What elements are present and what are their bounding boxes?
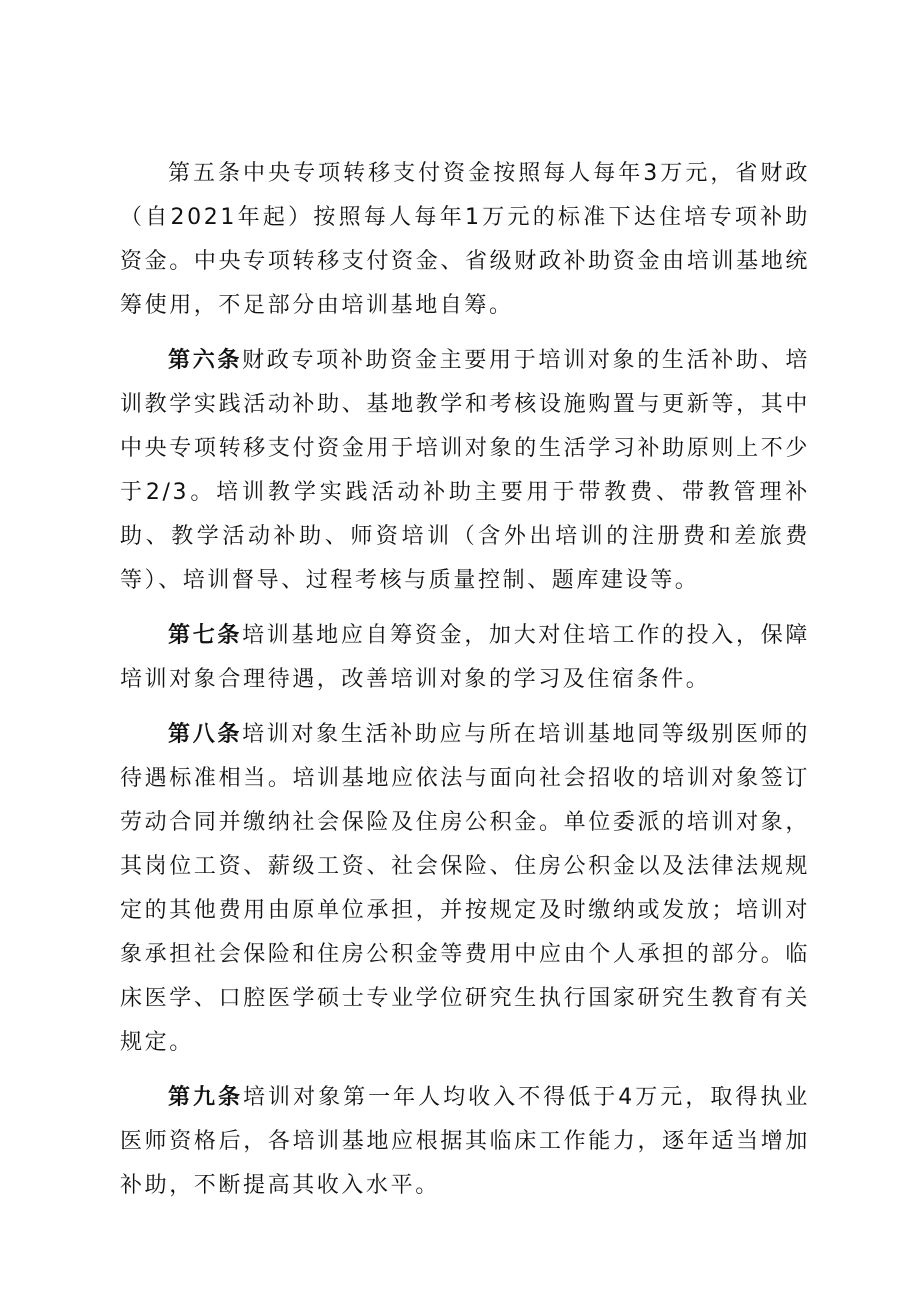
article-7-paragraph <box>120 614 810 702</box>
article-9-paragraph <box>120 1076 810 1208</box>
article-8-paragraph <box>120 713 810 1065</box>
article-text: 第五条中央专项转移支付资金按照每人每年3万元，省财政（自2021年起）按照每人每年1万元的标准下达住培专项补助资金。中央专项转移支付资金、省级财政补助资金由培训基地统筹使用，不足部分由培训基地自筹。 <box>120 161 810 318</box>
document-body <box>120 152 810 1219</box>
article-heading: 第九条 <box>168 1085 244 1110</box>
article-text: 培训对象生活补助应与所在培训基地同等级别医师的待遇标准相当。培训基地应依法与面向社会招收的培训对象签订劳动合同并缴纳社会保险及住房公积金。单位委派的培训对象，其岗位工资、薪级工资、社会保险、住房公积金以及法律法规规定的其他费用由原单位承担，并按规定及时缴纳或发放；培训对象承担社会保险和住房公积金等费用中应由个人承担的部分。临床医学、口腔医学硕士专业学位研究生执行国家研究生教育有关规定。 <box>120 722 810 1055</box>
article-text: 培训对象第一年人均收入不得低于4万元，取得执业医师资格后，各培训基地应根据其临床工作能力，逐年适当增加补助，不断提高其收入水平。 <box>120 1085 810 1198</box>
article-5-paragraph <box>120 152 810 328</box>
article-heading: 第六条 <box>168 348 243 373</box>
article-heading: 第八条 <box>168 722 243 747</box>
article-text: 财政专项补助资金主要用于培训对象的生活补助、培训教学实践活动补助、基地教学和考核设施购置与更新等，其中中央专项转移支付资金用于培训对象的生活学习补助原则上不少于2/3。培训教学实践活动补助主要用于带教费、带教管理补助、教学活动补助、师资培训（含外出培训的注册费和差旅费等）、培训督导、过程考核与质量控制、题库建设等。 <box>120 348 810 593</box>
article-text: 培训基地应自筹资金，加大对住培工作的投入，保障培训对象合理待遇，改善培训对象的学习及住宿条件。 <box>120 623 810 692</box>
article-6-paragraph <box>120 339 810 603</box>
article-heading: 第七条 <box>168 623 243 648</box>
